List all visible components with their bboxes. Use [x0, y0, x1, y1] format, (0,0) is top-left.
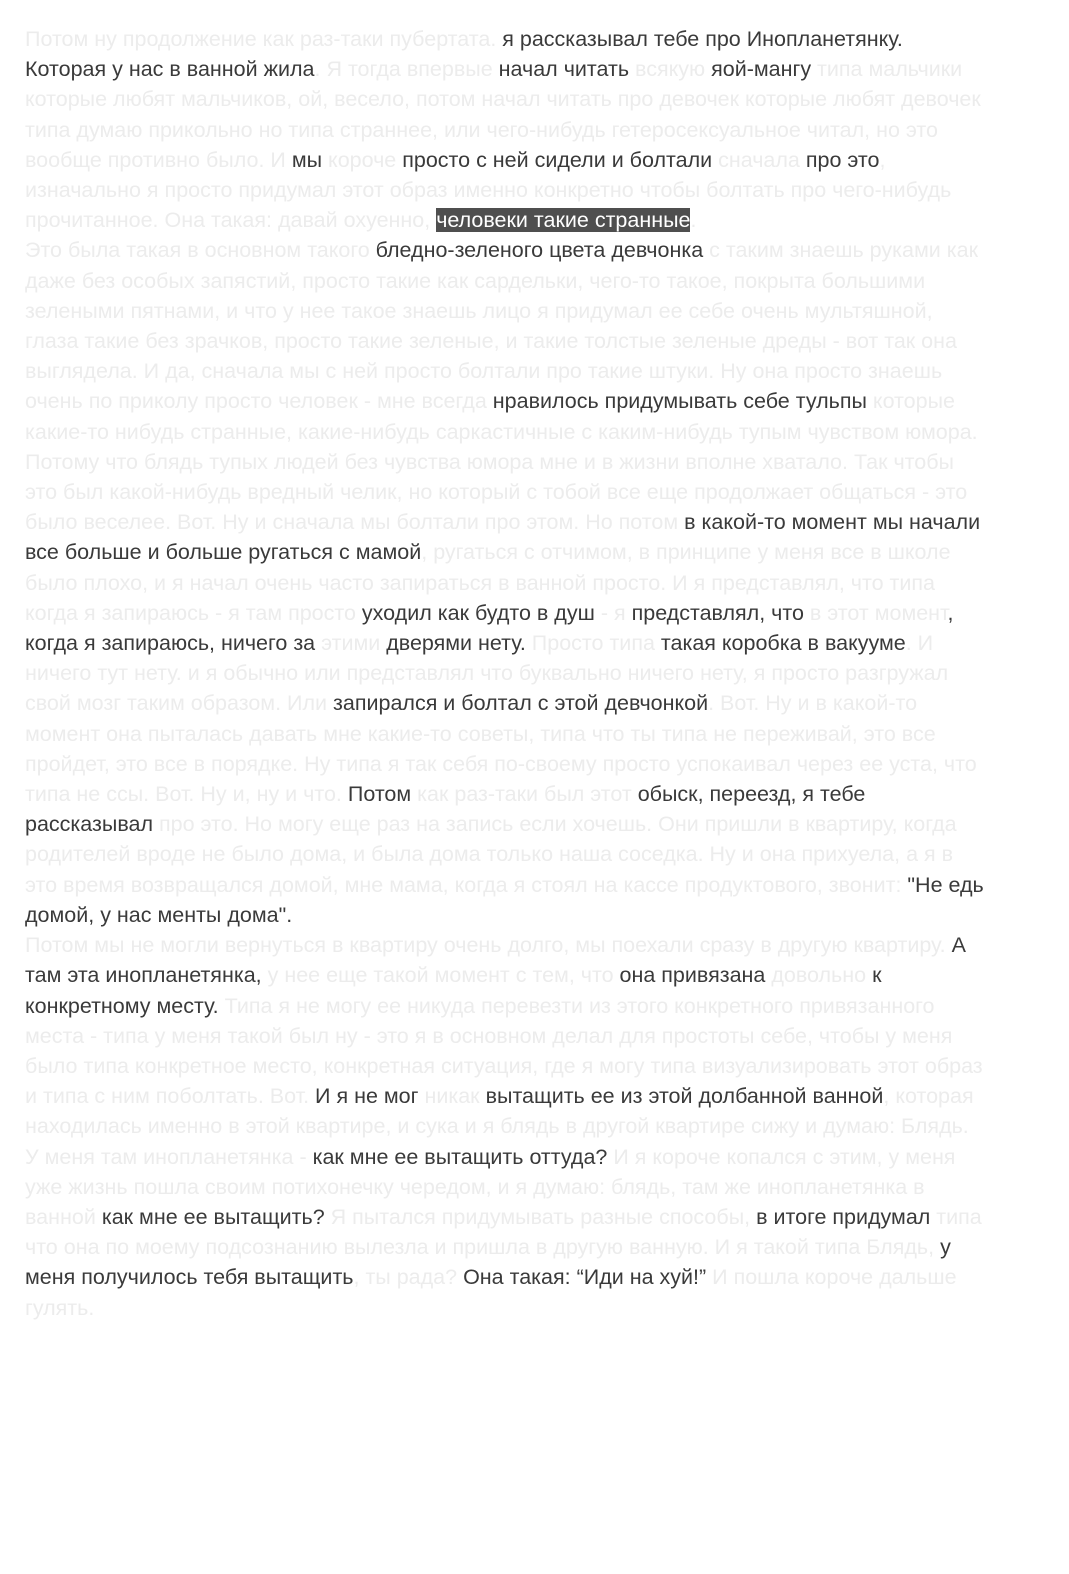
emphasized-text: обыск, переезд, я тебе рассказывал	[25, 782, 866, 837]
emphasized-text: А там эта инопланетянка,	[25, 933, 966, 988]
faded-text: в этот момент	[803, 600, 948, 625]
faded-text: - я	[594, 600, 632, 625]
emphasized-text: как мне ее вытащить оттуда?	[312, 1144, 608, 1169]
faded-text: , ругаться с отчимом, в принципе у меня все в школе было плохо, и я начал очень часто запираться в ванной просто. И я представлял, что типа когда я запираюсь - я там просто	[25, 540, 951, 625]
emphasized-text: "Не едь домой, у нас менты дома".	[25, 872, 984, 927]
faded-text: которые какие-то нибудь странные, какие-нибудь саркастичные с каким-нибудь тупым чувством юмора. Потому что блядь тупых людей без чувства юмора мне и в жизни вполне хватало. Так чтобы это был какой-нибудь вредный челик, но который с тобой все еще продолжает общаться - это было веселее. Вот. Ну и сначала мы болтали про этом. Но потом	[25, 389, 978, 535]
faded-text: сначала	[712, 147, 806, 172]
emphasized-text: нравилось придумывать себе тульпы	[492, 389, 867, 414]
emphasized-text: Она такая: “Иди на хуй!”	[463, 1265, 707, 1290]
faded-text: типа что она по моему подсознанию вылезла и пришла в другую ванную. И я такой типа Блядь,	[25, 1204, 982, 1260]
paragraph	[25, 24, 985, 235]
faded-text: Потом ну продолжение как раз-таки пубертата.	[25, 27, 503, 51]
paragraph	[25, 930, 985, 1323]
emphasized-text: просто с ней сидели и болтали	[402, 147, 713, 172]
faded-text: про это. Но могу еще раз на запись если хочешь. Они пришли в квартиру, когда родителей вроде не было дома, и была дома только наша соседка. Ну и она прихуела, а я в это время возвращался домой, мне мама, когда я стоял на кассе продуктового, звонит:	[25, 812, 957, 897]
faded-text: Типа я не могу ее никуда перевезти из этого конкретного привязанного места - типа у меня такой был ну - это я в основном делал для простоты себе, чтобы у меня было типа конкретное место, конкретная ситуация, где я могу типа визуализировать этот образ и типа с ним поболтать. Вот.	[25, 993, 983, 1109]
emphasized-text: представлял, что	[631, 600, 804, 625]
emphasized-text: запирался и болтал с этой девчонкой	[333, 691, 709, 716]
faded-text: этими	[315, 631, 387, 656]
faded-text: , которая находилась именно в этой квартире, и сука и я блядь в другой квартире сижу и думаю: Блядь. У меня там инопланетянка -	[25, 1084, 974, 1169]
transcript-document	[25, 24, 985, 1323]
emphasized-text: как мне ее вытащить?	[101, 1204, 325, 1229]
faded-text: .	[690, 208, 697, 233]
faded-text: И пошла короче дальше гулять.	[25, 1265, 957, 1320]
paragraph	[25, 235, 985, 930]
emphasized-text: в какой-то момент мы начали все больше и больше ругаться с мамой	[25, 510, 981, 565]
emphasized-text: дверями нету.	[386, 631, 526, 656]
faded-text: никак	[418, 1084, 486, 1109]
faded-text: у нее еще такой момент с тем, что	[261, 963, 620, 988]
emphasized-text: вытащить ее из этой долбанной ванной	[485, 1084, 884, 1109]
faded-text: . И ничего тут нету. и я обычно или представлял что буквально ничего нету, я просто разгружал свой мозг таким образом. Или	[25, 631, 949, 716]
emphasized-text: начал читать	[498, 57, 630, 82]
faded-text: , ты рада?	[353, 1265, 464, 1290]
emphasized-text: я рассказывал тебе про Инопланетянку. Которая у нас в ванной жила	[25, 27, 903, 82]
emphasized-text: , когда я запираюсь, ничего за	[25, 600, 954, 656]
faded-text: Потом мы не могли вернуться в квартиру очень долго, мы поехали сразу в другую квартиру.	[25, 933, 952, 958]
faded-text: , изначально я просто придумал этот образ именно конкретно чтобы болтать про чего-нибудь прочитанное. Она такая: давай охуенно,	[25, 147, 952, 233]
faded-text: Я пытался придумывать разные способы,	[324, 1204, 757, 1229]
highlighted-text: человеки такие странные	[436, 208, 691, 233]
emphasized-text: яой-мангу	[711, 57, 812, 82]
emphasized-text: к конкретному месту.	[25, 963, 882, 1018]
faded-text: Просто типа	[525, 631, 661, 656]
faded-text: как раз-таки был этот	[411, 782, 638, 807]
emphasized-text: И я не мог	[315, 1084, 419, 1109]
emphasized-text: бледно-зеленого цвета девчонка	[375, 238, 704, 263]
emphasized-text: уходил как будто в душ	[361, 600, 595, 625]
faded-text: короче	[322, 147, 403, 172]
emphasized-text: такая коробка в вакууме	[660, 631, 906, 656]
faded-text: . Вот. Ну и в какой-то момент она пыталась давать мне какие-то советы, типа что ты типа не переживай, это все пройдет, это все в порядке. Ну типа я так себя по-своему просто успокаивал через ее уста, что типа не ссы. Вот. Ну и, ну и что.	[25, 691, 977, 807]
faded-text: типа мальчики которые любят мальчиков, ой, весело, потом начал читать про девочек которые любят девочек типа думаю прикольно но типа страннее, или чего-нибудь гетеросексуальное читал, но это вообще противно было. И	[25, 57, 981, 172]
emphasized-text: Потом	[347, 782, 412, 807]
emphasized-text: про это	[805, 147, 880, 172]
faded-text: с таким знаешь руками как даже без особых запястий, просто такие как сардельки, чего-то такое, покрыта большими зелеными пятнами, и что у нее такое знаешь лицо я придумал ее себе очень мультяшной, глаза такие без зрачков, просто такие зеленые, и такие толстые зеленые дреды - вот так она выглядела. И да, сначала мы с ней просто болтали про такие штуки. Ну она просто знаешь очень по приколу просто человек - мне всегда	[25, 238, 978, 414]
emphasized-text: в итоге придумал	[756, 1204, 931, 1229]
faded-text: довольно	[765, 963, 873, 988]
faded-text: всякую	[629, 57, 712, 82]
emphasized-text: у меня получилось тебя вытащить	[25, 1235, 951, 1290]
emphasized-text: мы	[291, 147, 323, 172]
faded-text: Это была такая в основном такого	[25, 238, 376, 263]
emphasized-text: она привязана	[619, 963, 766, 988]
faded-text: И я короче копался с этим, у меня уже жизнь пошла своим потихонечку чередом, и я думаю: блядь, там же инопланетянка в ванной	[25, 1144, 956, 1229]
faded-text: . Я тогда впервые	[314, 57, 499, 82]
